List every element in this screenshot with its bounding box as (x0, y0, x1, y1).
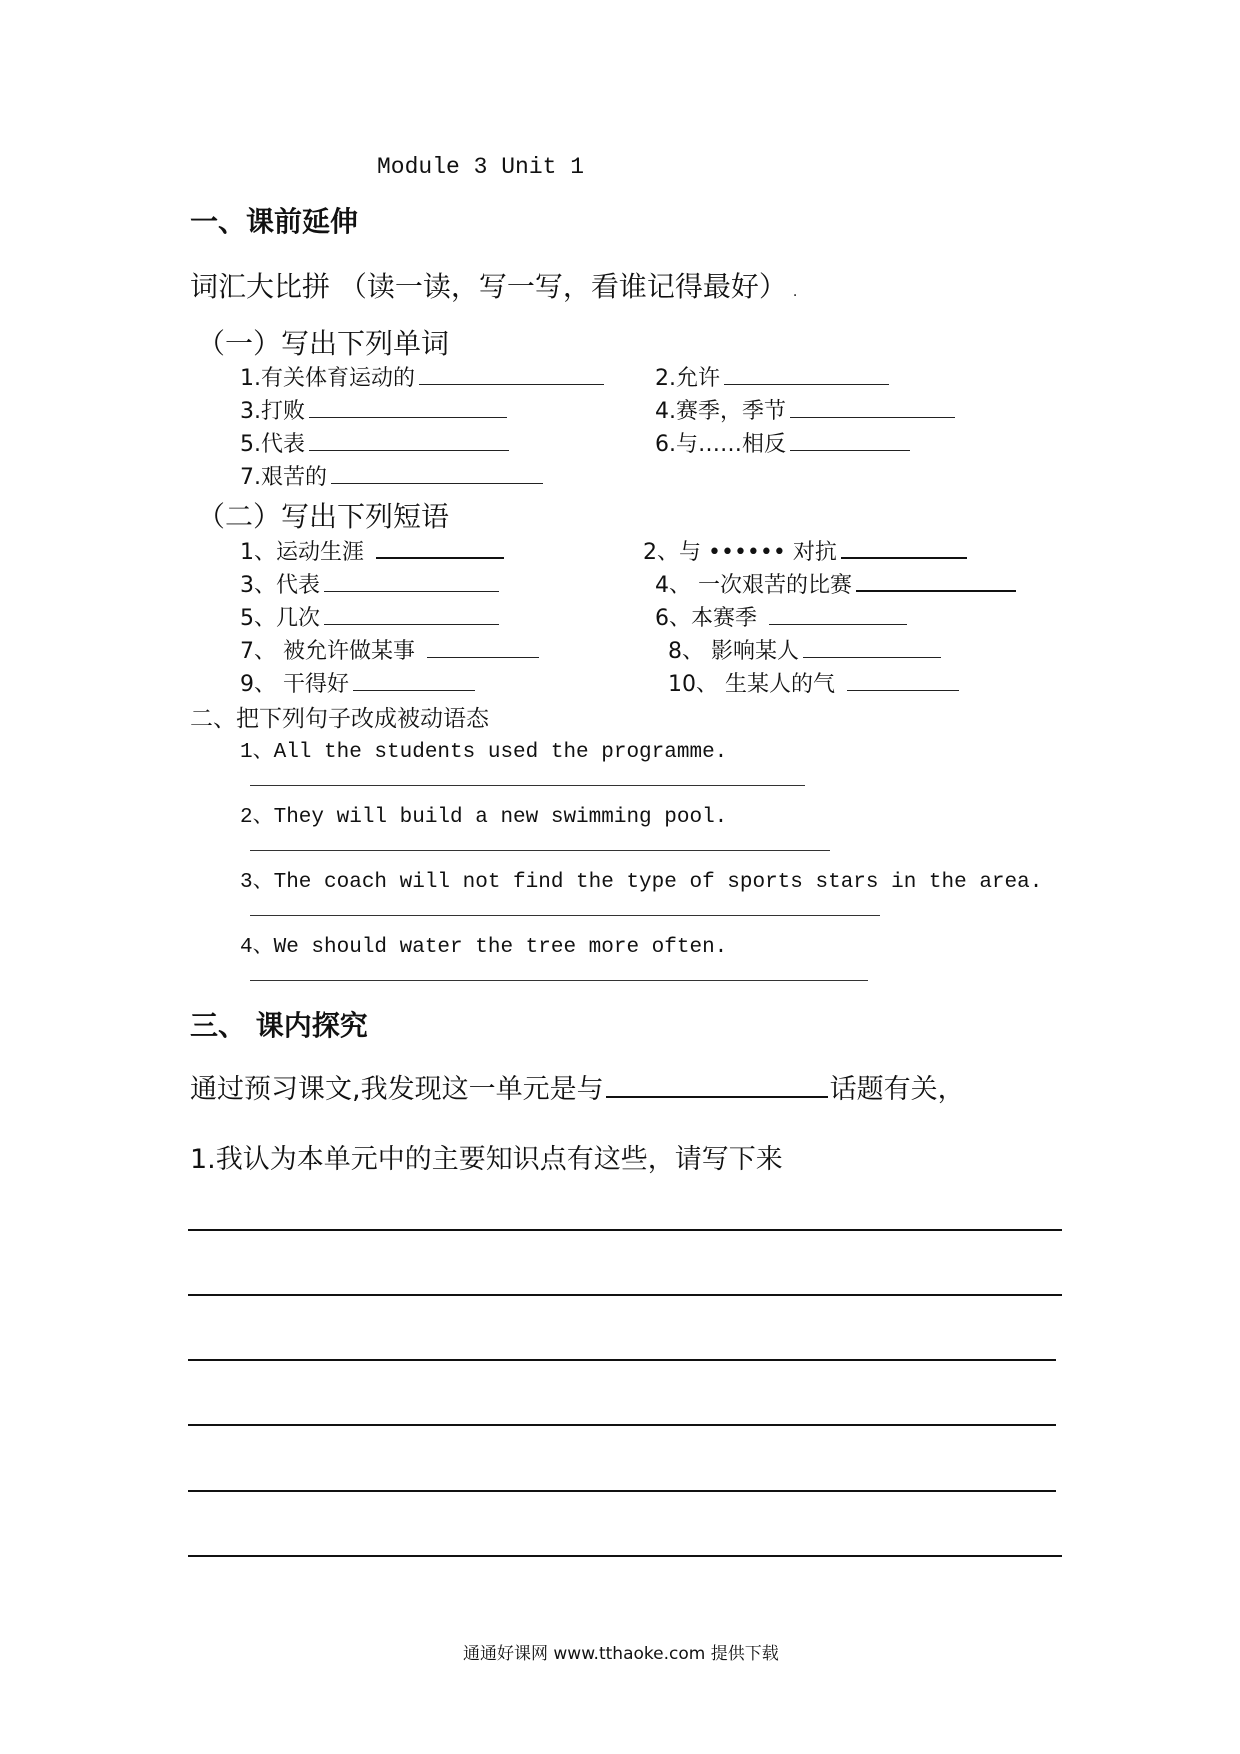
phrase-label-7: 7、 被允许做某事 (240, 639, 415, 664)
vocab-lead (190, 265, 797, 305)
word-label-7: 7.艰苦的 (240, 465, 327, 490)
answer-line-4[interactable] (250, 980, 868, 981)
phrase-blank-6[interactable] (769, 604, 907, 625)
word-blank-3[interactable] (309, 397, 507, 418)
phrase-label-10: 10、 生某人的气 (668, 672, 835, 697)
word-item-1 (240, 361, 604, 392)
word-item-5 (240, 427, 509, 458)
topic-text-after: 话题有关， (829, 1074, 965, 1105)
phrase-label-2: 2、与 •••••• 对抗 (643, 540, 837, 565)
word-item-7 (240, 460, 543, 491)
phrase-blank-7[interactable] (427, 637, 539, 658)
phrase-item-1 (240, 535, 504, 566)
word-item-3 (240, 394, 507, 425)
phrase-label-5: 5、几次 (240, 606, 320, 631)
phrase-item-9 (240, 667, 475, 698)
phrase-item-10 (668, 667, 959, 698)
topic-blank[interactable] (606, 1070, 828, 1098)
word-blank-1[interactable] (419, 364, 604, 385)
phrase-item-6 (655, 601, 907, 632)
section-2-heading: 二、把下列句子改成被动语态 (190, 706, 489, 732)
phrase-item-3 (240, 568, 499, 599)
answer-line-2[interactable] (250, 850, 830, 851)
phrase-label-4: 4、 一次艰苦的比赛 (655, 573, 852, 598)
phrase-label-1: 1、运动生涯 (240, 540, 364, 565)
part-2-heading: （二）写出下列短语 (197, 500, 450, 533)
phrase-blank-5[interactable] (324, 604, 499, 625)
phrase-blank-3[interactable] (324, 571, 499, 592)
answer-line-1[interactable] (250, 785, 805, 786)
section-3-heading: 三、 课内探究 (190, 1009, 368, 1042)
topic-text-before: 通过预习课文,我发现这一单元是与 (190, 1074, 604, 1105)
word-blank-4[interactable] (790, 397, 955, 418)
sentence-2: 2、They will build a new swimming pool. (240, 806, 728, 829)
word-blank-2[interactable] (724, 364, 889, 385)
word-label-4: 4.赛季，季节 (655, 399, 786, 424)
phrase-item-2 (643, 535, 967, 566)
writing-line-3[interactable] (188, 1359, 1056, 1361)
part-1-heading: （一）写出下列单词 (197, 327, 450, 360)
phrase-blank-2[interactable] (841, 537, 967, 559)
word-blank-5[interactable] (309, 430, 509, 451)
vocab-lead-dot: . (792, 284, 798, 300)
sentence-1: 1、All the students used the programme. (240, 741, 728, 764)
writing-line-5[interactable] (188, 1490, 1056, 1492)
phrase-item-7 (240, 634, 539, 665)
page-title: Module 3 Unit 1 (377, 154, 585, 180)
phrase-item-8 (668, 634, 941, 665)
phrase-blank-4[interactable] (856, 570, 1016, 592)
vocab-lead-text: 词汇大比拼 （读一读，写一写，看谁记得最好） (190, 270, 787, 303)
phrase-label-3: 3、代表 (240, 573, 320, 598)
word-label-6: 6.与……相反 (655, 432, 786, 457)
topic-line (190, 1067, 965, 1106)
word-label-5: 5.代表 (240, 432, 305, 457)
phrase-label-6: 6、本赛季 (655, 606, 757, 631)
writing-line-4[interactable] (188, 1424, 1056, 1426)
writing-line-2[interactable] (188, 1294, 1062, 1296)
word-label-2: 2.允许 (655, 366, 720, 391)
word-label-3: 3.打败 (240, 399, 305, 424)
section-1-heading: 一、课前延伸 (190, 205, 359, 238)
phrase-label-8: 8、 影响某人 (668, 639, 799, 664)
phrase-label-9: 9、 干得好 (240, 672, 349, 697)
phrase-blank-8[interactable] (803, 637, 941, 658)
phrase-blank-10[interactable] (847, 670, 959, 691)
word-blank-7[interactable] (331, 463, 543, 484)
knowledge-prompt: 1.我认为本单元中的主要知识点有这些，请写下来 (190, 1144, 783, 1175)
word-label-1: 1.有关体育运动的 (240, 366, 415, 391)
answer-line-3[interactable] (250, 915, 880, 916)
footer: 通通好课网 www.tthaoke.com 提供下载 (463, 1644, 779, 1664)
word-blank-6[interactable] (790, 430, 910, 451)
writing-line-6[interactable] (188, 1555, 1062, 1557)
sentence-3: 3、The coach will not find the type of sports stars in the area. (240, 871, 1043, 894)
phrase-blank-9[interactable] (353, 670, 475, 691)
phrase-item-5 (240, 601, 499, 632)
sentence-4: 4、We should water the tree more often. (240, 936, 728, 959)
word-item-6 (655, 427, 910, 458)
phrase-item-4 (655, 568, 1016, 599)
phrase-blank-1[interactable] (376, 537, 504, 559)
word-item-4 (655, 394, 955, 425)
word-item-2 (655, 361, 889, 392)
writing-line-1[interactable] (188, 1229, 1062, 1231)
